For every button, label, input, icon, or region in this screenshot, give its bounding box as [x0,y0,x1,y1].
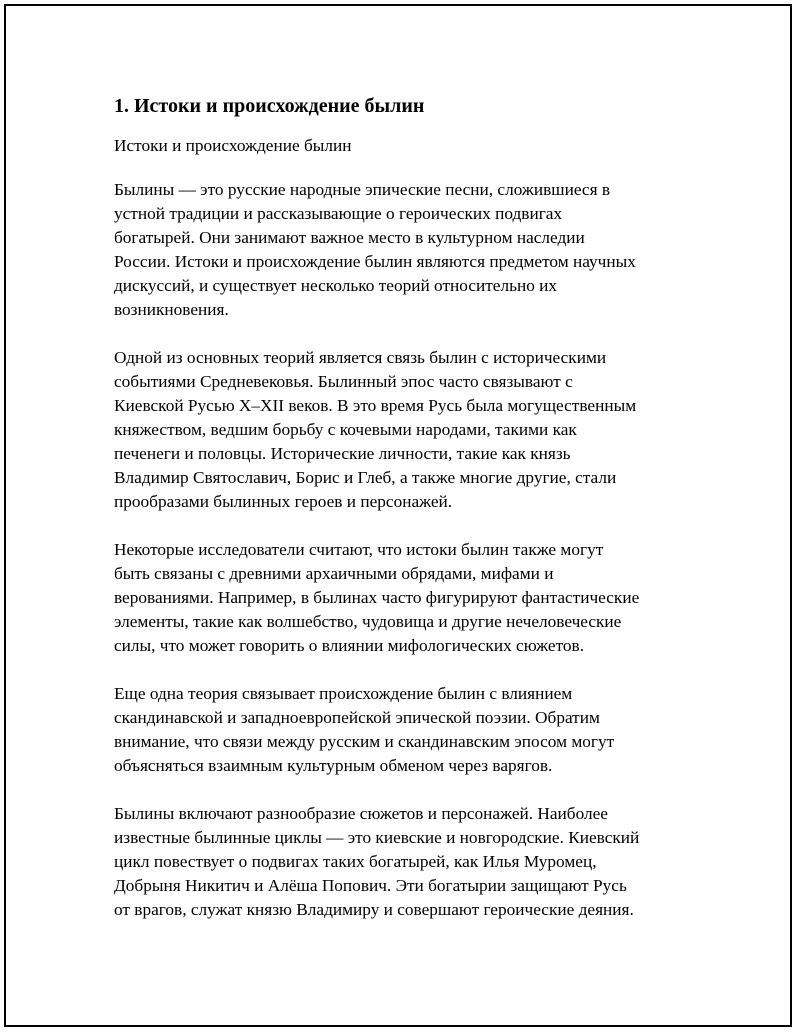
text-line: Былины включают разнообразие сюжетов и персонажей. Наиболее [114,804,608,823]
text-line: быть связаны с древними архаичными обрядами, мифами и [114,564,554,583]
text-line: Одной из основных теорий является связь былин с историческими [114,348,607,367]
text-line: прообразами былинных героев и персонажей. [114,492,453,511]
text-line: скандинавской и западноевропейской эпической поэзии. Обратим [114,708,600,727]
text-line: возникновения. [114,300,229,319]
paragraph-scandinavian-theory [114,682,694,778]
paragraph-mythological-theory [114,538,694,658]
text-line: силы, что может говорить о влиянии мифологических сюжетов. [114,636,585,655]
paragraph-intro [114,178,694,322]
text-line: княжеством, ведшим борьбу с кочевыми народами, такими как [114,420,577,439]
text-line: Добрыня Никитич и Алёша Попович. Эти богатырии защищают Русь [114,876,627,895]
text-line: внимание, что связи между русским и скандинавским эпосом могут [114,732,615,751]
text-line: верованиями. Например, в былинах часто фигурируют фантастические [114,588,640,607]
text-line: устной традиции и рассказывающие о героических подвигах [114,204,563,223]
text-line: от врагов, служат князю Владимиру и совершают героические деяния. [114,900,634,919]
paragraph-historical-theory [114,346,694,514]
section-heading: 1. Истоки и происхождение былин [114,95,425,117]
text-line: объясняться взаимным культурным обменом через варягов. [114,756,553,775]
text-line: Киевской Русью X–XII веков. В это время Русь была могущественным [114,396,637,415]
text-line: Некоторые исследователи считают, что истоки былин также могут [114,540,604,559]
section-subtitle: Истоки и происхождение былин [114,136,352,155]
text-line: печенеги и половцы. Исторические личности, такие как князь [114,444,571,463]
text-line: известные былинные циклы — это киевские и новгородские. Киевский [114,828,640,847]
text-line: Еще одна теория связывает происхождение былин с влиянием [114,684,573,703]
document-body [114,92,694,946]
text-line: событиями Средневековья. Былинный эпос часто связывают с [114,372,573,391]
paragraph-cycles [114,802,694,922]
text-line: Владимир Святославич, Борис и Глеб, а также многие другие, стали [114,468,617,487]
text-line: богатырей. Они занимают важное место в культурном наследии [114,228,585,247]
text-line: России. Истоки и происхождение былин являются предметом научных [114,252,636,271]
text-line: элементы, такие как волшебство, чудовища и другие нечеловеческие [114,612,622,631]
text-line: цикл повествует о подвигах таких богатырей, как Илья Муромец, [114,852,597,871]
text-line: дискуссий, и существует несколько теорий относительно их [114,276,558,295]
text-line: Былины — это русские народные эпические песни, сложившиеся в [114,180,611,199]
